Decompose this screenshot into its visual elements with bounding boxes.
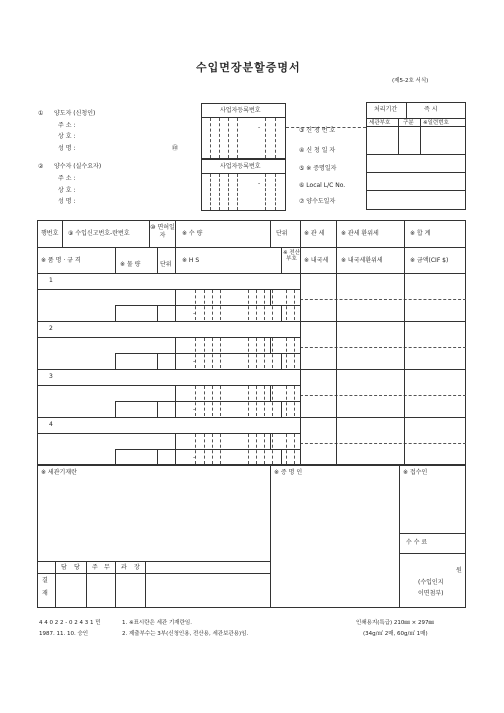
biz-reg-label-2: 사업자등록번호 — [220, 163, 261, 170]
row-vline — [281, 305, 282, 321]
hs-digit-cell — [212, 338, 213, 368]
hdr-row-no: 행번호 — [41, 230, 59, 237]
row-vline — [157, 449, 158, 465]
biz-reg-label-1: 사업자등록번호 — [220, 107, 261, 114]
row-vline — [300, 321, 301, 369]
hs-digit-cell — [272, 434, 273, 464]
row-vline — [404, 369, 405, 417]
hs-digit-cell — [294, 290, 295, 320]
items-table — [37, 220, 466, 465]
won-unit: 원 — [456, 567, 462, 574]
row-dashed-line — [300, 443, 466, 444]
hs-digit-cell — [248, 290, 249, 320]
hs-digit-cell — [264, 290, 265, 320]
bottom-section — [37, 465, 466, 608]
row-vline — [115, 353, 116, 369]
stamp-note-2: 이면첨부) — [418, 590, 444, 597]
approval-col-4: 무 — [104, 564, 110, 571]
approval-label-2: 재 — [42, 590, 48, 597]
row-divider — [300, 321, 466, 322]
row-vline — [300, 273, 301, 321]
hs-digit-cell — [264, 386, 265, 416]
row-vline — [281, 449, 282, 465]
hdr-amount: ※ 금액(CIF $) — [410, 257, 449, 264]
receiver-label: ※ 접수인 — [403, 469, 428, 476]
row-vline — [300, 369, 301, 417]
row-vline — [157, 353, 158, 369]
row-vline — [115, 449, 116, 465]
footer-note-1: 1. ※표시란은 세관 기재란임. — [122, 620, 192, 626]
row-vline — [336, 321, 337, 369]
hs-digit-cell — [264, 338, 265, 368]
hs-dash: - — [193, 310, 196, 317]
hs-digit-cell — [220, 338, 221, 368]
footer-paper-1: 인쇄용지(특급) 210㎜ × 297㎜ — [356, 620, 435, 626]
transferor-label: 양도자 (신청인) — [54, 110, 96, 117]
hs-digit-cell — [248, 386, 249, 416]
hs-digit-cell — [294, 386, 295, 416]
hs-digit-cell — [272, 386, 273, 416]
form-number: (제5-2호 서식) — [392, 78, 429, 84]
row-vline — [157, 305, 158, 321]
hdr-unit: 단위 — [276, 230, 288, 237]
row-vline — [175, 433, 176, 465]
biz-reg-dash-1: - — [258, 124, 261, 131]
row-vline — [115, 305, 116, 321]
hs-dash: - — [193, 454, 196, 461]
hdr-import-decl: ⑨ 수입신고번호-란번호 — [68, 230, 130, 237]
footer-approval-date: 1987. 11. 10. 승인 — [39, 631, 89, 637]
hdr-item-name: ※ 품 명 · 규 격 — [41, 257, 81, 264]
row-vline — [270, 433, 271, 449]
row-subline — [37, 289, 300, 290]
row-dashed-line — [300, 299, 466, 300]
hs-digit-cell — [286, 386, 287, 416]
transferee-company-label: 상 호 : — [58, 187, 76, 194]
hdr-unit2: 단위 — [160, 261, 172, 268]
row-dashed-line — [300, 347, 466, 348]
hs-digit-cell — [220, 290, 221, 320]
approval-col-3: 주 — [92, 564, 98, 571]
transferee-label: 양수자 (실수요자) — [54, 163, 102, 170]
row-number: 1 — [49, 277, 53, 284]
row-vline — [281, 353, 282, 369]
row-number: 4 — [49, 421, 53, 428]
local-lc-no-label: ⑥ Local L/C No. — [299, 182, 346, 189]
hs-digit-cell — [294, 434, 295, 464]
hdr-hs: ※ H S — [182, 257, 200, 264]
application-no-label: ③ 신 청 번 호 — [299, 127, 336, 134]
transferor-company-label: 상 호 : — [58, 133, 76, 140]
biz-reg-dash-2: - — [258, 180, 261, 187]
row-vline — [336, 273, 337, 321]
hs-digit-cell — [286, 434, 287, 464]
hs-digit-cell — [256, 434, 257, 464]
hs-digit-cell — [212, 386, 213, 416]
approval-col-2: 당 — [74, 564, 80, 571]
footer-note-2: 2. 제출부수는 3부(신청인용, 전산용, 세관보관용)임. — [122, 631, 249, 637]
row-subline — [37, 433, 300, 434]
hs-dash: - — [193, 406, 196, 413]
transferor-name-label: 성 명 : — [58, 145, 76, 152]
row-vline — [157, 401, 158, 417]
customs-note-label: ※ 세관기재란 — [41, 469, 77, 476]
hs-digit-cell — [204, 386, 205, 416]
hs-digit-cell — [256, 338, 257, 368]
hs-digit-cell — [256, 386, 257, 416]
hs-digit-cell — [204, 290, 205, 320]
certifier-label: ※ 증 명 인 — [274, 469, 303, 476]
hs-digit-cell — [248, 434, 249, 464]
transferor-num: ① — [38, 110, 44, 117]
fee-label: 수 수 료 — [406, 539, 428, 546]
hdr-weight: ※ 물 량 — [120, 261, 141, 268]
hdr-quantity: ※ 수 량 — [182, 230, 203, 237]
row-vline — [404, 417, 405, 465]
hs-digit-cell — [286, 290, 287, 320]
approval-label-1: 결 — [42, 577, 48, 584]
hs-digit-cell — [212, 434, 213, 464]
row-subline — [37, 337, 300, 338]
hs-digit-cell — [204, 434, 205, 464]
row-vline — [404, 273, 405, 321]
row-vline — [281, 401, 282, 417]
customs-code-label: 세관부호 — [369, 120, 391, 126]
row-vline — [336, 417, 337, 465]
processing-period-label: 처리기간 — [374, 106, 398, 113]
row-subline — [37, 385, 300, 386]
seal-mark: ㊞ — [172, 145, 179, 152]
row-vline — [175, 289, 176, 321]
row-divider — [300, 417, 466, 418]
form-title: 수입면장분할증명서 — [196, 61, 301, 74]
transferee-num: ② — [38, 163, 44, 170]
stamp-note-1: (수입인지 — [418, 579, 444, 586]
hdr-domestic-refund: ※ 내국세환위세 — [341, 257, 383, 264]
transferee-name-label: 성 명 : — [58, 198, 76, 205]
row-vline — [336, 369, 337, 417]
field-dashed-line — [286, 127, 366, 128]
serial-no-label: ※일련번호 — [423, 120, 449, 126]
approval-col-6: 장 — [134, 564, 140, 571]
transferor-address-label: 주 소 : — [58, 122, 76, 129]
row-vline — [270, 337, 271, 353]
hs-digit-cell — [248, 338, 249, 368]
hs-digit-cell — [264, 434, 265, 464]
row-divider — [37, 321, 300, 322]
row-vline — [175, 337, 176, 369]
hdr-verify-mark: ※ 전산부호 — [283, 250, 300, 262]
hs-dash: - — [193, 358, 196, 365]
hs-digit-cell — [220, 434, 221, 464]
hs-digit-cell — [272, 338, 273, 368]
hdr-license-date: ⑩ 면허일자 — [150, 224, 175, 239]
transfer-date-label: ⑦ 양수도일자 — [299, 198, 336, 205]
approval-col-1: 담 — [61, 564, 67, 571]
row-vline — [115, 401, 116, 417]
hs-digit-cell — [204, 338, 205, 368]
division-label: 구분 — [403, 120, 414, 126]
hdr-domestic-tax: ※ 내국세 — [304, 257, 329, 264]
hs-digit-cell — [272, 290, 273, 320]
row-divider — [37, 369, 300, 370]
hs-digit-cell — [256, 290, 257, 320]
row-vline — [175, 385, 176, 417]
approval-col-5: 과 — [121, 564, 127, 571]
row-number: 2 — [49, 325, 53, 332]
row-vline — [270, 289, 271, 305]
hs-digit-cell — [286, 338, 287, 368]
hdr-customs-refund: ※ 관세 환위세 — [341, 230, 379, 237]
hdr-total: ※ 합 계 — [410, 230, 431, 237]
row-vline — [270, 385, 271, 401]
row-number: 3 — [49, 373, 53, 380]
row-divider — [300, 369, 466, 370]
row-vline — [404, 321, 405, 369]
row-dashed-line — [300, 395, 466, 396]
hs-digit-cell — [294, 338, 295, 368]
footer-paper-2: (34g/㎡ 2매, 60g/㎡ 1매) — [363, 631, 428, 637]
application-date-label: ④ 신 청 일 자 — [299, 147, 336, 154]
processing-period-value: 즉 시 — [424, 106, 438, 113]
hs-digit-cell — [220, 386, 221, 416]
footer-code: 4 4 0 2 2 - 0 2 4 3 1 민 — [39, 620, 101, 626]
row-vline — [300, 417, 301, 465]
transferee-address-label: 주 소 : — [58, 175, 76, 182]
row-divider — [37, 417, 300, 418]
certificate-date-label: ⑤ ※ 증명일자 — [299, 165, 337, 172]
hdr-customs-tax: ※ 관 세 — [304, 230, 325, 237]
hs-digit-cell — [212, 290, 213, 320]
